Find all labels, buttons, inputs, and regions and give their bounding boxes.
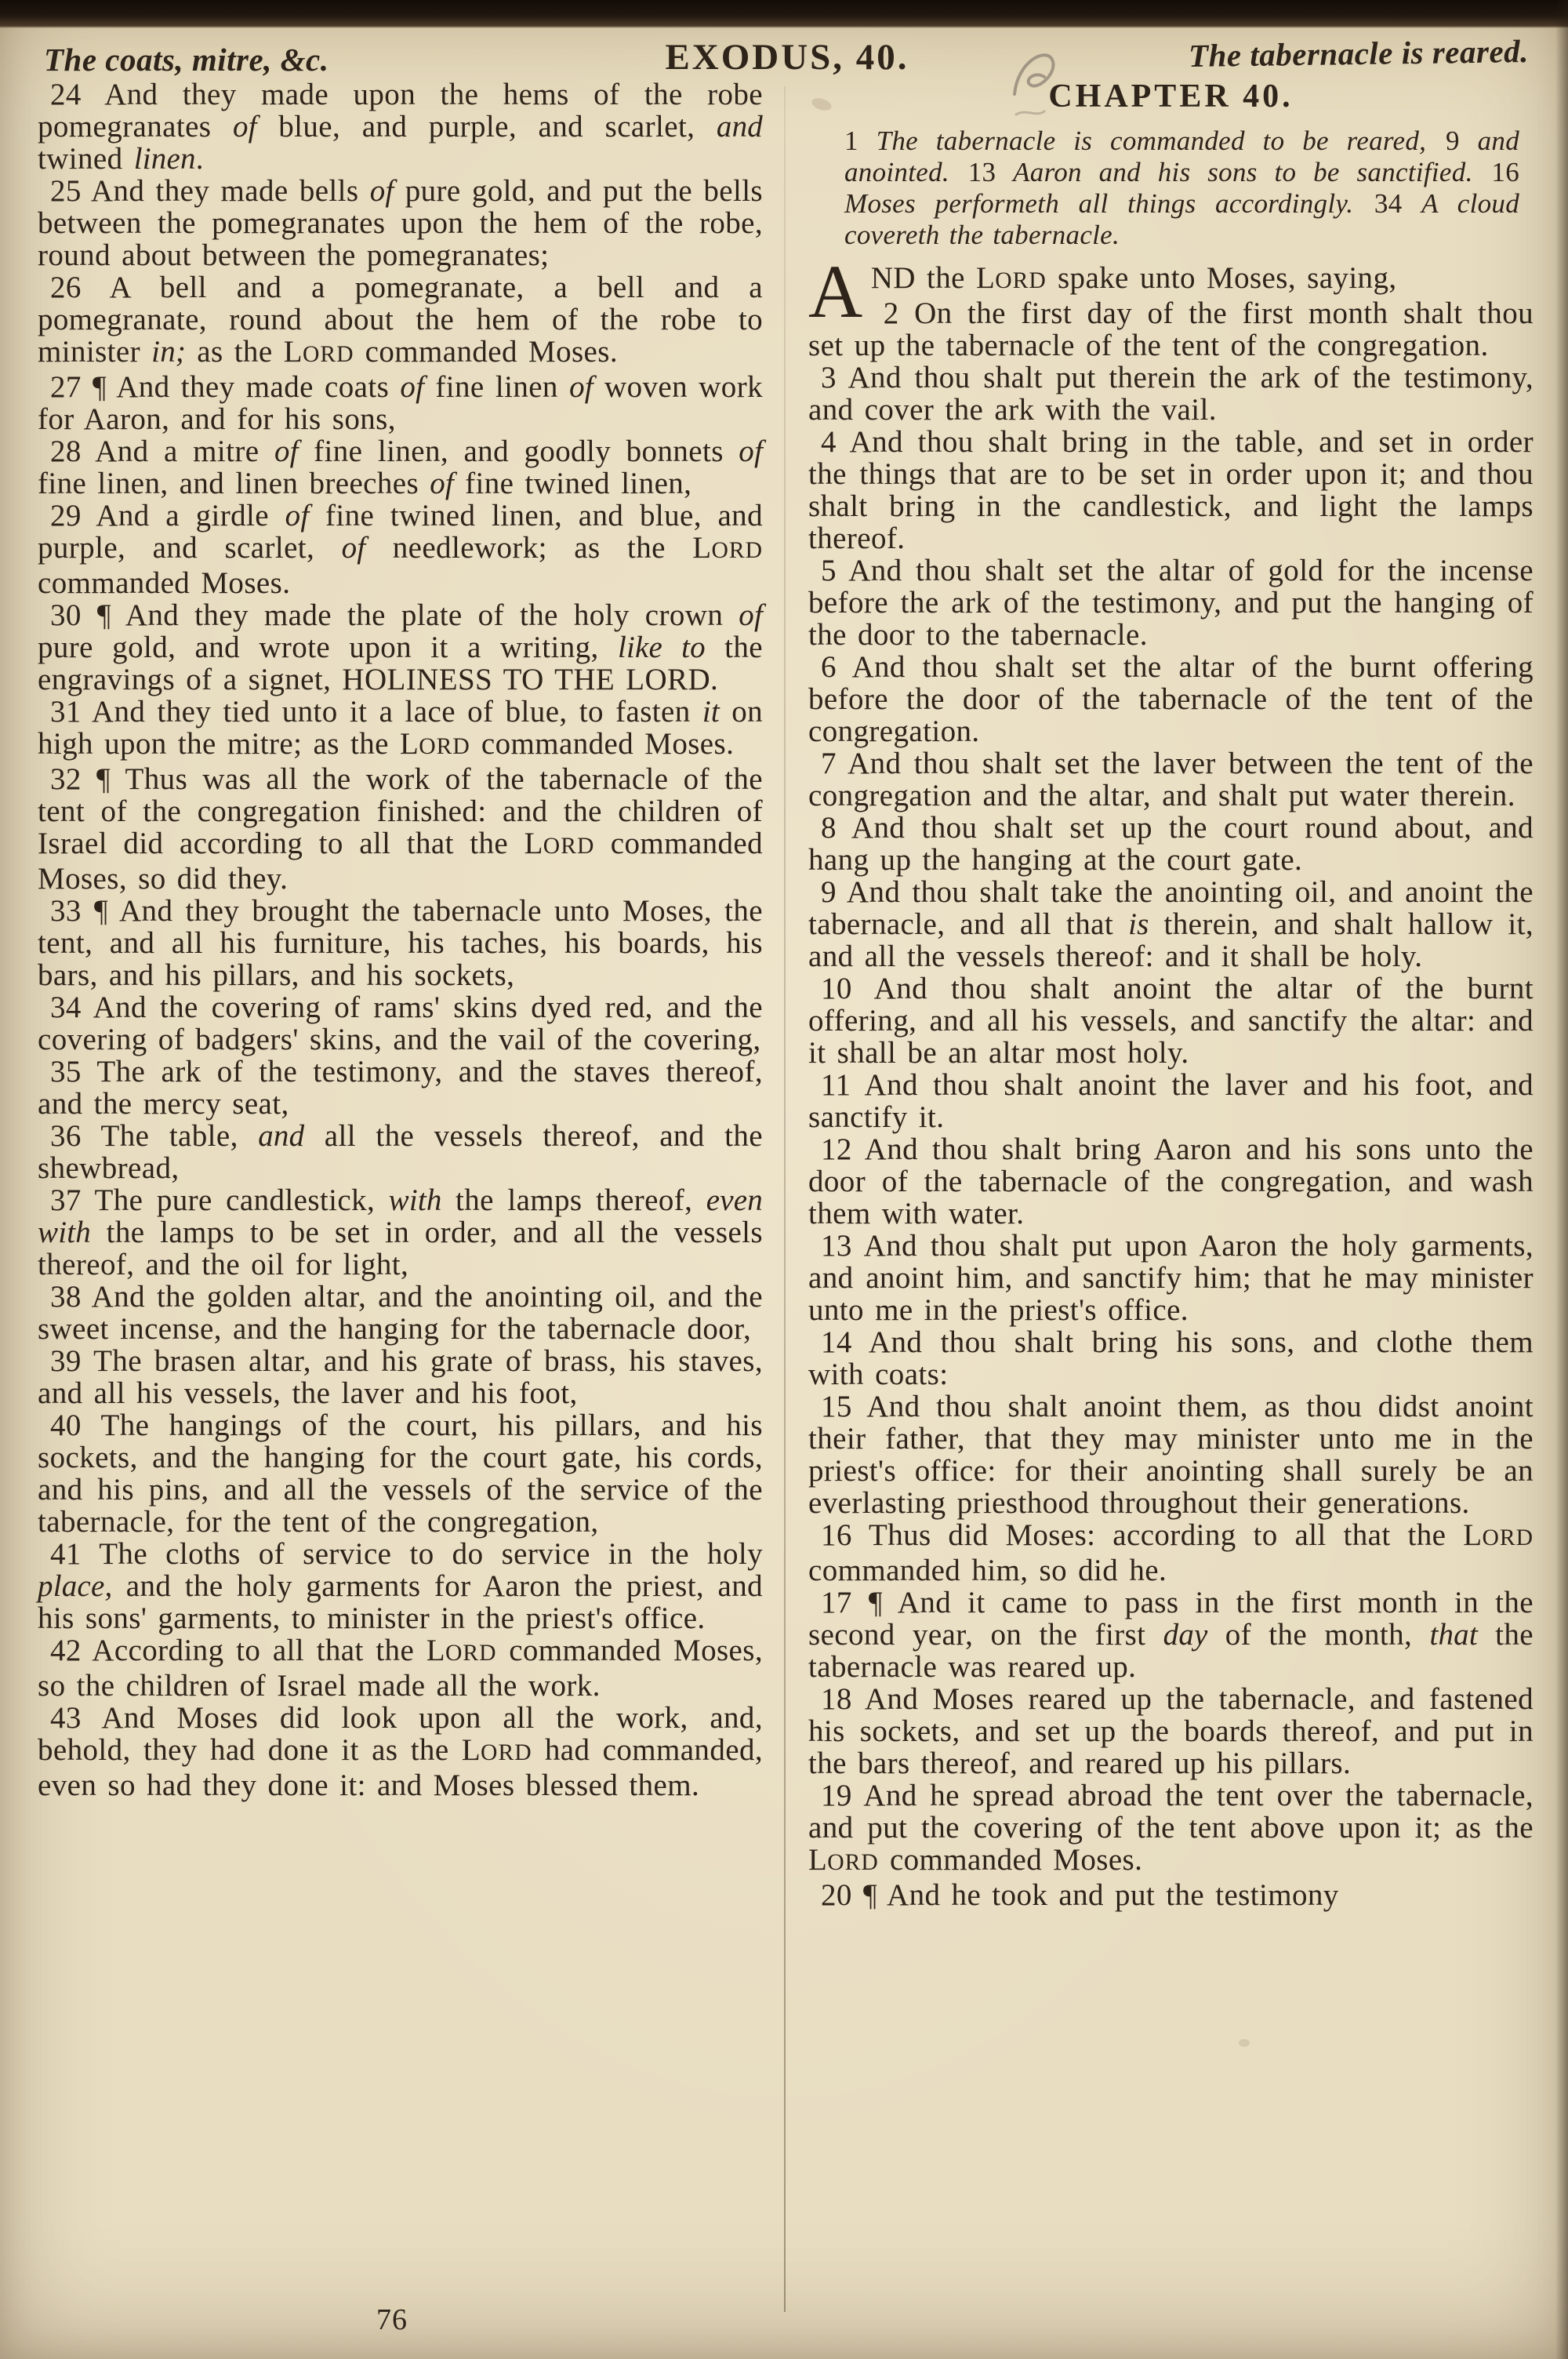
verse-number: 27: [50, 370, 82, 404]
verse-number: 7: [821, 747, 837, 780]
verse: 38 And the golden altar, and the anointing oil, and the sweet incense, and the hanging for the tabernacle door,: [38, 1280, 763, 1346]
verse-number: 2: [883, 296, 899, 330]
verse-number: 35: [50, 1055, 82, 1089]
drop-cap-initial: A: [808, 249, 863, 333]
verse-number: 13: [821, 1229, 852, 1263]
running-head-left: The coats, mitre, &c.: [44, 42, 329, 78]
lord-small-caps: LORD: [808, 1843, 879, 1877]
verse: 7 And thou shalt set the laver between the tent of the congregation and the altar, and shalt put water therein.: [808, 747, 1534, 812]
lord-small-caps: LORD: [426, 1634, 497, 1667]
verse: 26 A bell and a pomegranate, a bell and a pomegranate, round about the hem of the robe to minister in; as the LORD commanded Moses.: [38, 271, 763, 369]
verse: 34 And the covering of rams' skins dyed red, and the covering of badgers' skins, and the vail of the covering,: [38, 990, 763, 1056]
verse: 27 ¶ And they made coats of fine linen of woven work for Aaron, and for his sons,: [38, 370, 763, 436]
verse: 16 Thus did Moses: according to all that the LORD commanded him, so did he.: [808, 1518, 1534, 1587]
running-head-center: EXODUS, 40.: [665, 37, 909, 78]
chapter-heading: CHAPTER 40.: [1048, 78, 1294, 114]
verse-number: 42: [50, 1634, 82, 1667]
verse-number: 12: [821, 1132, 852, 1166]
verse-number: 20: [821, 1878, 852, 1912]
verse-number: 10: [821, 972, 852, 1005]
verse: 9 And thou shalt take the anointing oil, and anoint the tabernacle, and all that is therein, and shalt hallow it, and all the vessels thereof: and it shall be holy.: [808, 875, 1534, 973]
verse: 39 The brasen altar, and his grate of brass, his staves, and all his vessels, the laver and his foot,: [38, 1344, 763, 1410]
verse-number: 33: [50, 894, 82, 928]
verse-number: 16: [821, 1518, 852, 1552]
verse-number: 32: [50, 762, 82, 796]
verse-number: 38: [50, 1280, 82, 1314]
verse: 14 And thou shalt bring his sons, and clothe them with coats:: [808, 1325, 1534, 1391]
verse: 40 The hangings of the court, his pillars, and his sockets, and the hanging for the court gate, his cords, and his pins, and all the vessels of the service of the tabernacle, for the tent of the congregation,: [38, 1408, 763, 1539]
right-column-verses: [808, 249, 1534, 1912]
scan-edge-top: [0, 0, 1568, 28]
verse-number: 24: [50, 78, 82, 111]
lord-small-caps: LORD: [1463, 1518, 1534, 1552]
verse: 28 And a mitre of fine linen, and goodly bonnets of fine linen, and linen breeches of fine twined linen,: [38, 434, 764, 500]
verse-number: 9: [821, 875, 837, 909]
verse-number: 34: [50, 990, 82, 1024]
scan-edge-right: [1555, 0, 1568, 2359]
verse: 36 The table, and all the vessels thereof, and the shewbread,: [38, 1119, 763, 1185]
verse-number: 29: [50, 499, 82, 533]
verse-number: 15: [821, 1390, 852, 1423]
verse: 2 On the first day of the first month shalt thou set up the tabernacle of the tent of the congregation.: [808, 296, 1534, 362]
verse: 29 And a girdle of fine twined linen, and blue, and purple, and scarlet, of needlework; as the LORD commanded Moses.: [38, 499, 763, 600]
lord-small-caps: LORD: [399, 727, 470, 761]
verse: 20 ¶ And he took and put the testimony: [821, 1878, 1339, 1912]
verse-number: 36: [50, 1119, 82, 1153]
verse: 15 And thou shalt anoint them, as thou didst anoint their father, that they may minister unto me in the priest's office: for their anointing shall surely be an everlasting priesthood throughout their generations.: [808, 1390, 1534, 1520]
verse: 32 ¶ Thus was all the work of the tabernacle of the tent of the congregation finished: and the children of Israel did according to all that the LORD commanded Moses, so did they.: [38, 762, 763, 896]
verse-number: 11: [821, 1068, 851, 1102]
verse-number: 17: [821, 1586, 852, 1619]
running-head-right: The tabernacle is reared.: [1188, 32, 1530, 75]
verse: 33 ¶ And they brought the tabernacle unto Moses, the tent, and all his furniture, his taches, his boards, his bars, and his pillars, and his sockets,: [38, 894, 763, 992]
running-head: [38, 32, 1537, 80]
verse: 5 And thou shalt set the altar of gold for the incense before the ark of the testimony, and put the hanging of the door to the tabernacle.: [808, 554, 1534, 652]
verse-number: 18: [821, 1682, 852, 1716]
verse-number: 43: [50, 1701, 82, 1735]
verse: 30 ¶ And they made the plate of the holy crown of pure gold, and wrote upon it a writing, like to the engravings of a signet, HOLINESS TO THE LORD.: [38, 598, 764, 696]
verse: 8 And thou shalt set up the court round about, and hang up the hanging at the court gate.: [808, 811, 1534, 877]
verse-number: 40: [50, 1408, 82, 1442]
verse: 17 ¶ And it came to pass in the first month in the second year, on the first day of the month, that the tabernacle was reared up.: [808, 1586, 1534, 1684]
verse-number: 28: [50, 434, 82, 468]
verse-number: 37: [50, 1183, 82, 1217]
verse: 18 And Moses reared up the tabernacle, and fastened his sockets, and set up the boards thereof, and put in the bars thereof, and reared up his pillars.: [808, 1682, 1534, 1780]
verse: 24 And they made upon the hems of the robe pomegranates of blue, and purple, and scarlet, and twined linen.: [38, 78, 764, 176]
verse-number: 26: [50, 271, 82, 304]
verse: 25 And they made bells of pure gold, and put the bells between the pomegranates upon the hem of the robe, round about between the pomegranates;: [38, 174, 764, 272]
lord-small-caps: LORD: [524, 827, 595, 860]
verse: 19 And he spread abroad the tent over the tabernacle, and put the covering of the tent above upon it; as the LORD commanded Moses.: [808, 1779, 1534, 1877]
verse: 37 The pure candlestick, with the lamps thereof, even with the lamps to be set in order, and all the vessels thereof, and the oil for light,: [38, 1183, 763, 1281]
verse-number: 4: [821, 425, 837, 459]
lord-small-caps: LORD: [976, 261, 1047, 295]
left-column: [38, 78, 763, 2304]
text-columns: [38, 78, 1534, 2304]
verse-number: 41: [50, 1537, 82, 1571]
verse: 31 And they tied unto it a lace of blue, to fasten it on high upon the mitre; as the LORD commanded Moses.: [38, 695, 763, 761]
verse-number: 5: [821, 554, 837, 587]
verse-number: 30: [50, 598, 82, 632]
right-column: [808, 78, 1534, 2304]
verse: 4 And thou shalt bring in the table, and set in order the things that are to be set in order upon it; and thou shalt bring in the candlestick, and light the lamps thereof.: [808, 425, 1534, 555]
verse: 3 And thou shalt put therein the ark of the testimony, and cover the ark with the vail.: [808, 361, 1534, 427]
verse-number: 39: [50, 1344, 82, 1378]
verse-number: 8: [821, 811, 837, 845]
verse-number: 31: [50, 695, 82, 729]
verse: 43 And Moses did look upon all the work, and, behold, they had done it as the LORD had commanded, even so had they done it: and Moses blessed them.: [38, 1701, 763, 1802]
verse-number: 6: [821, 650, 837, 684]
verse: 41 The cloths of service to do service in the holy place, and the holy garments for Aaron the priest, and his sons' garments, to minister in the priest's office.: [38, 1537, 763, 1635]
verse: 35 The ark of the testimony, and the staves thereof, and the mercy seat,: [38, 1055, 763, 1121]
verse: 13 And thou shalt put upon Aaron the holy garments, and anoint him, and sanctify him; that he may minister unto me in the priest's office.: [808, 1229, 1534, 1327]
verse: 10 And thou shalt anoint the altar of the burnt offering, and all his vessels, and sanctify the altar: and it shall be an altar most holy.: [808, 972, 1534, 1070]
lord-small-caps: LORD: [283, 335, 354, 369]
verse: 12 And thou shalt bring Aaron and his sons unto the door of the tabernacle of the congregation, and wash them with water.: [808, 1132, 1534, 1230]
lord-small-caps: LORD: [692, 531, 763, 565]
verse-number: 25: [50, 174, 82, 208]
verse: 42 According to all that the LORD commanded Moses, so the children of Israel made all the work.: [38, 1634, 763, 1703]
verse: 11 And thou shalt anoint the laver and his foot, and sanctify it.: [808, 1068, 1534, 1134]
verse: 6 And thou shalt set the altar of the burnt offering before the door of the tabernacle of the tent of the congregation.: [808, 650, 1534, 748]
verse-number: 19: [821, 1779, 852, 1812]
chapter-summary: 1 The tabernacle is commanded to be reared, 9 and anointed. 13 Aaron and his sons to be sanctified. 16 Moses performeth all things accordingly. 34 A cloud covereth the tabernacle.: [844, 125, 1520, 250]
lord-small-caps: LORD: [461, 1733, 532, 1767]
verse: AND the LORD spake unto Moses, saying,: [808, 249, 1397, 333]
page-number: 76: [376, 2303, 408, 2336]
verse-number: 14: [821, 1325, 852, 1359]
verse-number: 3: [821, 361, 837, 394]
